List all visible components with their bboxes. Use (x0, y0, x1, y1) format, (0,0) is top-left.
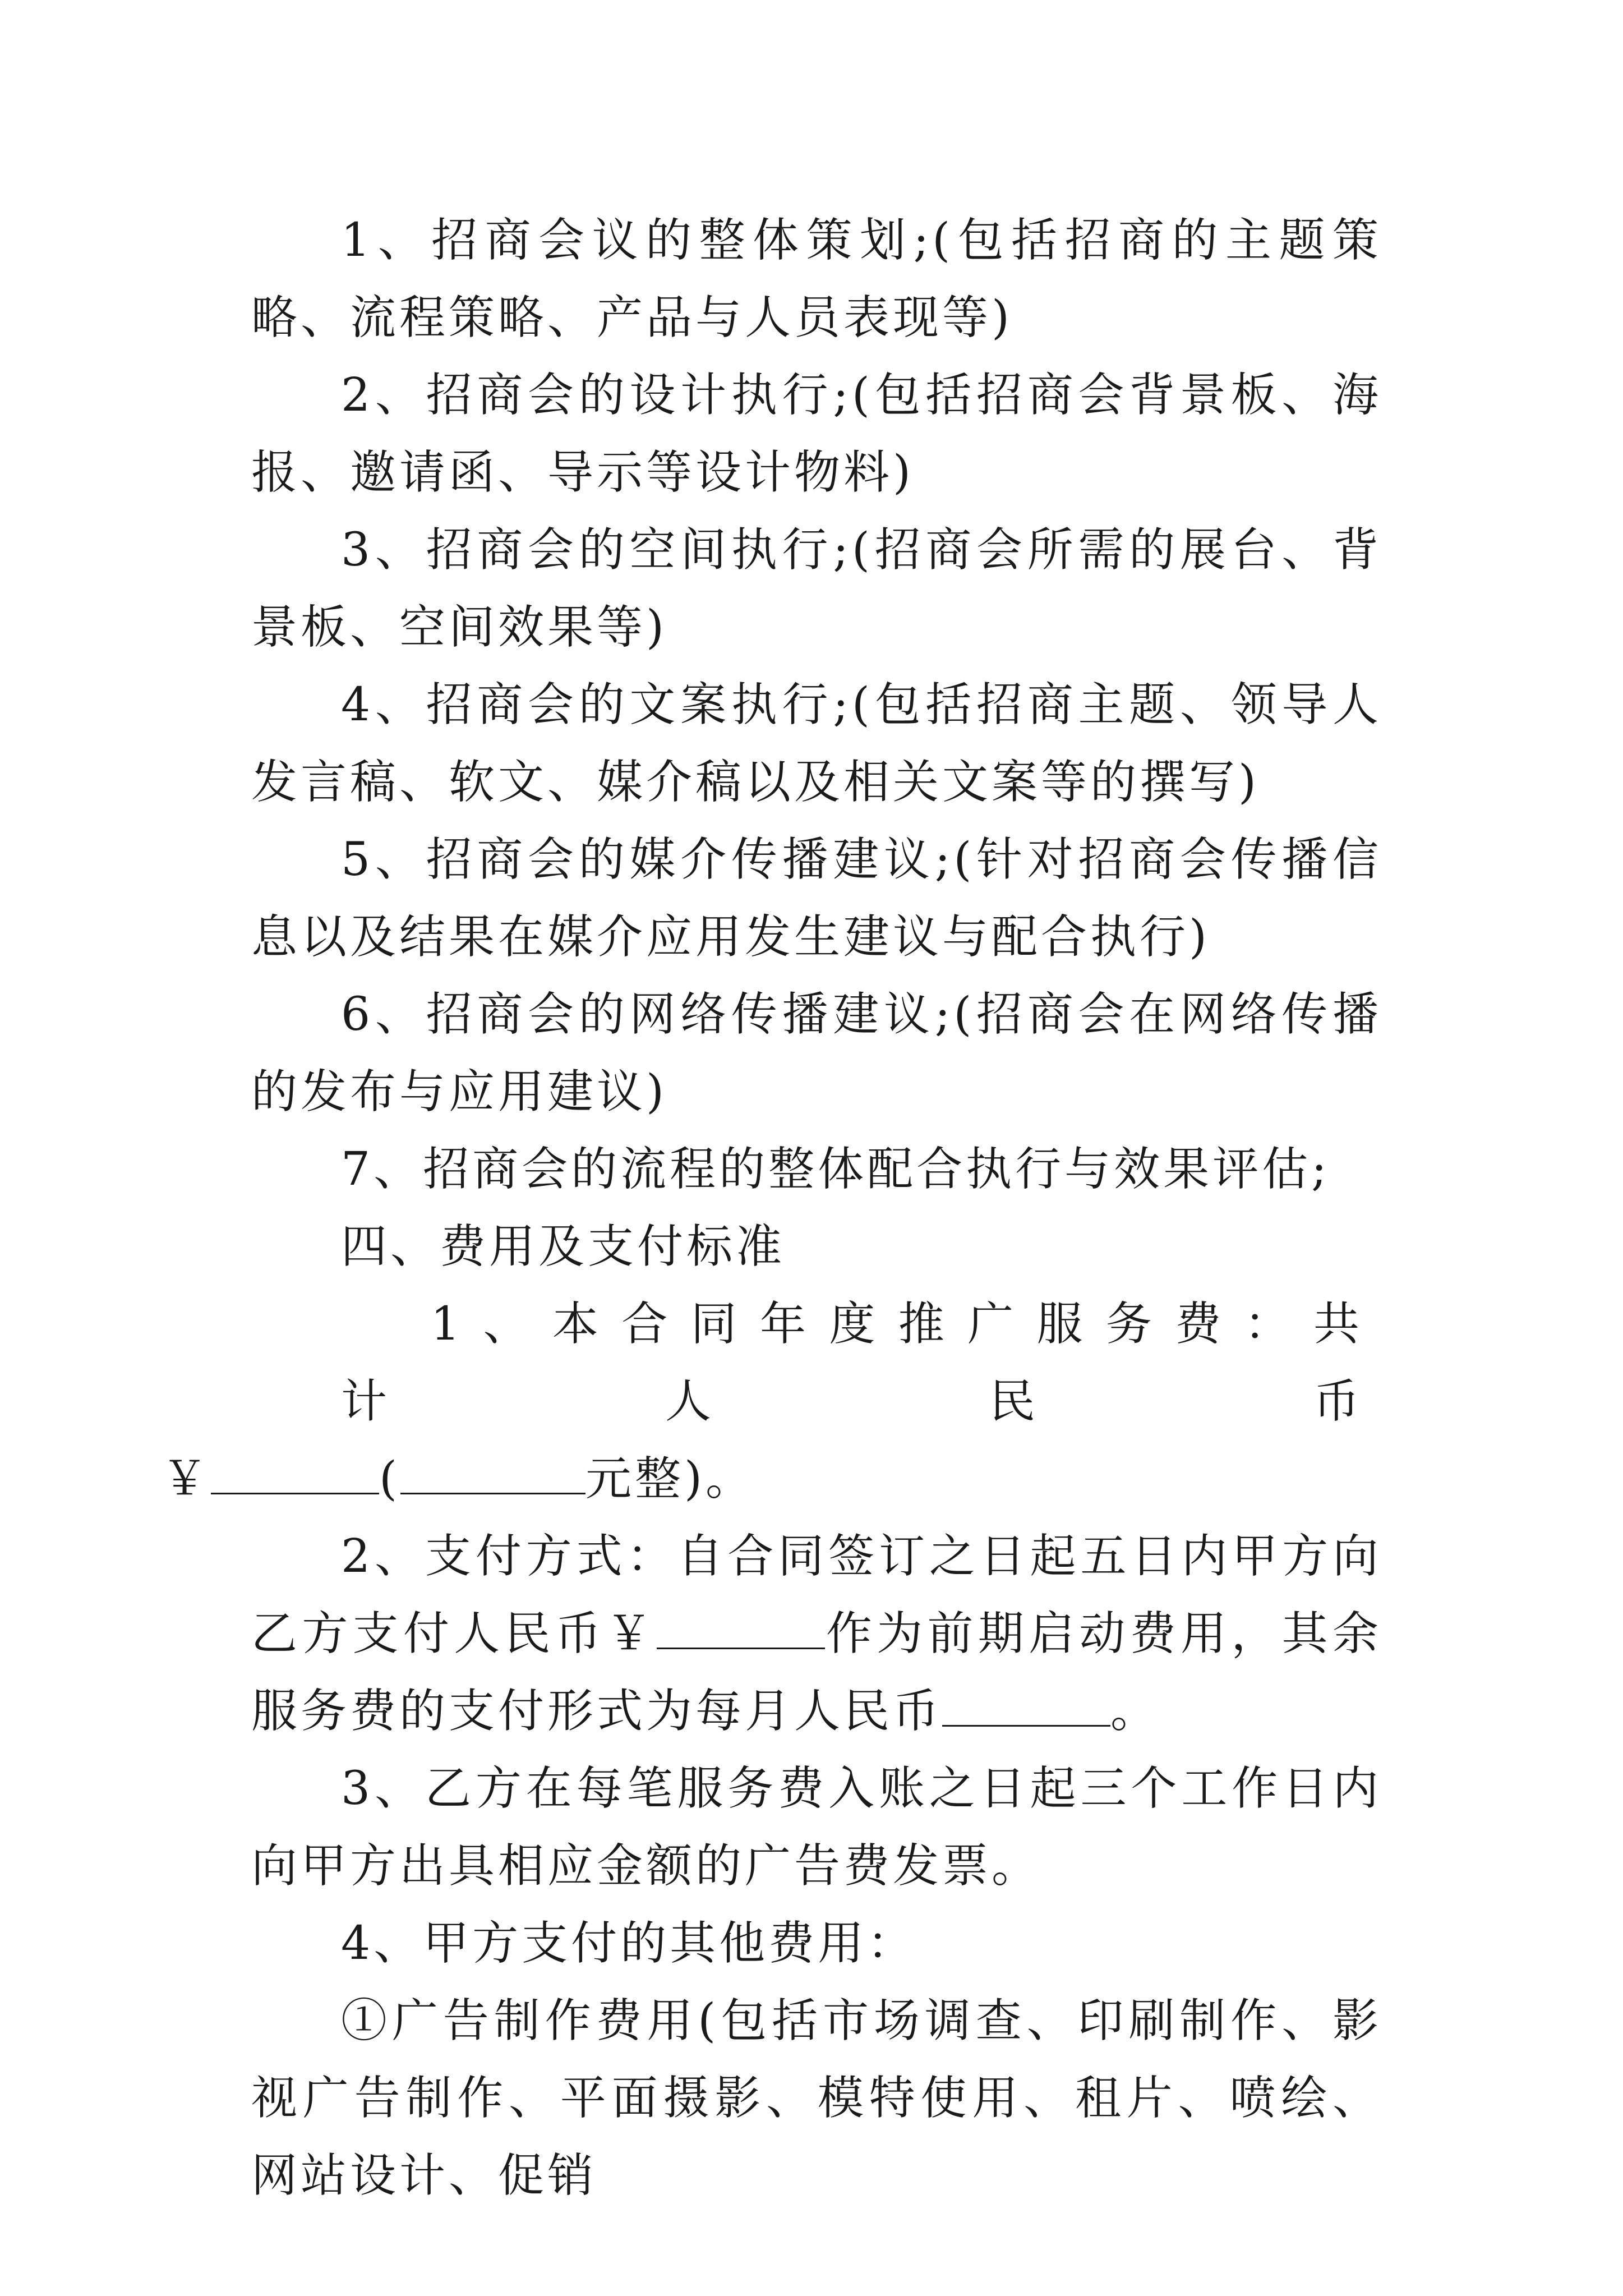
fee-2-middle: 作为前期启动费用，其余服务费的支付形式为每月人民币 (251, 1607, 1382, 1738)
paragraph-fee-4-item-1: ①广告制作费用(包括市场调查、印刷制作、影视广告制作、平面摄影、模特使用、租片、喷绘、网站设计、促销 (251, 1994, 1382, 2202)
fee-1-amount-blank (211, 1451, 379, 1494)
fee-1-amount-words-blank (400, 1451, 585, 1494)
paragraph-item-2: 2、招商会的设计执行;(包括招商会背景板、海报、邀请函、导示等设计物料) (251, 369, 1382, 499)
fee-2-monthly-blank (942, 1683, 1110, 1727)
section-heading-fees: 四、费用及支付标准 (341, 1220, 786, 1273)
fee-1-tail: 元整)。 (585, 1452, 755, 1506)
fee-2-startup-blank (657, 1606, 825, 1649)
paragraph-fee-4: 4、甲方支付的其他费用： (341, 1917, 917, 1970)
paragraph-item-3: 3、招商会的空间执行;(招商会所需的展台、背景板、空间效果等) (251, 523, 1382, 654)
paragraph-item-4: 4、招商会的文案执行;(包括招商主题、领导人发言稿、软文、媒介稿以及相关文案等的撰写) (251, 678, 1382, 809)
fee-2-before: 2、支付方式：自合同签订之日起五日内甲方向乙方支付人民币￥ (251, 1530, 1382, 1660)
fee-1-currency: ￥ (162, 1452, 211, 1506)
paragraph-fee-2 (251, 1518, 1382, 1750)
fee-1-line-1: 1、本合同年度推广服务费：共计人民币 (341, 1297, 1382, 1428)
paragraph-item-5: 5、招商会的媒介传播建议;(针对招商会传播信息以及结果在媒介应用发生建议与配合执行) (251, 833, 1382, 964)
paragraph-item-6: 6、招商会的网络传播建议;(招商会在网络传播的发布与应用建议) (251, 988, 1382, 1119)
paragraph-item-1: 1、招商会议的整体策划;(包括招商的主题策略、流程策略、产品与人员表现等) (251, 214, 1382, 344)
paragraph-fee-3: 3、乙方在每笔服务费入账之日起三个工作日内向甲方出具相应金额的广告费发票。 (251, 1762, 1382, 1893)
paragraph-item-7: 7、招商会的流程的整体配合执行与效果评估; (341, 1143, 1330, 1196)
document-body (162, 202, 1382, 2215)
paragraph-fee-1 (162, 1286, 1382, 1518)
fee-2-tail: 。 (1110, 1685, 1160, 1738)
fee-1-open-paren: ( (379, 1452, 401, 1506)
